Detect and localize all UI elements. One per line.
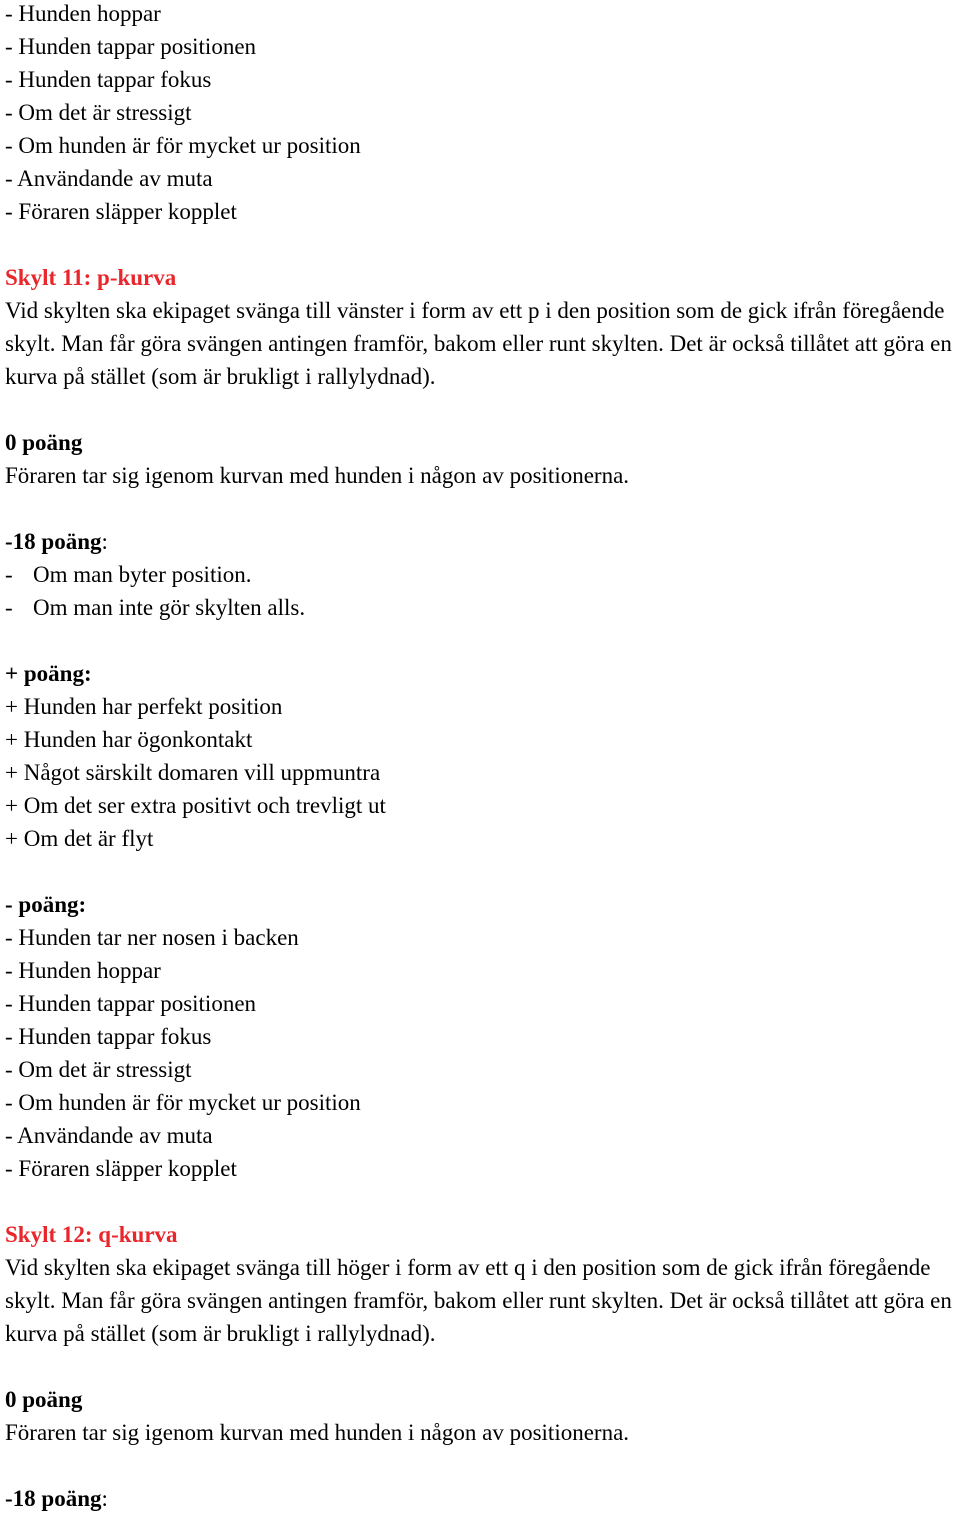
list-item: + Något särskilt domaren vill uppmuntra (5, 760, 381, 785)
sign-11-heading: Skylt 11: p-kurva (5, 265, 177, 290)
sign-11-minus18-heading (5, 525, 960, 558)
sign-11-minus18-label: -18 poäng (5, 529, 102, 554)
top-minus-list (5, 0, 960, 228)
spacer (5, 393, 960, 426)
spacer (5, 1350, 960, 1383)
list-item: - Om hunden är för mycket ur position (5, 1090, 361, 1115)
list-item: - Föraren släpper kopplet (5, 1156, 237, 1181)
sign-12-description: Vid skylten ska ekipaget svänga till höger i form av ett q i den position som de gick ifrån föregående skylt. Man får göra svängen antingen framför, bakom eller runt skylten. Det är också tillåtet att göra en kurva på stället (som är brukligt i rallylydnad). (5, 1255, 952, 1346)
list-item: - Om det är stressigt (5, 1057, 192, 1082)
list-item: + Hunden har ögonkontakt (5, 727, 253, 752)
list-item: - Om hunden är för mycket ur position (5, 133, 361, 158)
list-item-text: Om man inte gör skylten alls. (33, 595, 306, 620)
sign-11-minus18-colon: : (101, 529, 108, 554)
list-item: + Om det ser extra positivt och trevligt ut (5, 793, 386, 818)
list-item: - Hunden tappar fokus (5, 67, 212, 92)
sign-12-minus18-colon: : (101, 1486, 108, 1511)
spacer (5, 492, 960, 525)
list-item: - Hunden tappar positionen (5, 34, 257, 59)
list-item: + Hunden har perfekt position (5, 694, 283, 719)
spacer (5, 1449, 960, 1482)
sign-12-zero-label: 0 poäng (5, 1387, 83, 1412)
list-item: - Hunden tappar positionen (5, 991, 257, 1016)
spacer (5, 855, 960, 888)
sign-11-zero-label: 0 poäng (5, 430, 83, 455)
list-item: - Hunden tappar fokus (5, 1024, 212, 1049)
spacer (5, 1185, 960, 1218)
spacer (5, 624, 960, 657)
list-item: - Hunden hoppar (5, 958, 161, 983)
list-item: - Om det är stressigt (5, 100, 192, 125)
sign-12-section (5, 1218, 960, 1515)
sign-11-plus-label: + poäng: (5, 661, 92, 686)
list-item (5, 591, 960, 624)
sign-12-minus18-heading (5, 1482, 960, 1515)
sign-12-heading: Skylt 12: q-kurva (5, 1222, 178, 1247)
sign-11-description: Vid skylten ska ekipaget svänga till vänster i form av ett p i den position som de gick ifrån föregående skylt. Man får göra svängen antingen framför, bakom eller runt skylten. Det är också tillåtet att göra en kurva på stället (som är brukligt i rallylydnad). (5, 298, 952, 389)
list-item: - Användande av muta (5, 1123, 213, 1148)
list-item: + Om det är flyt (5, 826, 154, 851)
dash-marker: - (5, 595, 13, 620)
list-item: - Föraren släpper kopplet (5, 199, 237, 224)
list-item (5, 558, 960, 591)
list-item: - Hunden tar ner nosen i backen (5, 925, 299, 950)
list-item: - Hunden hoppar (5, 1, 161, 26)
sign-11-section (5, 261, 960, 1185)
list-item: - Användande av muta (5, 166, 213, 191)
sign-12-zero-text: Föraren tar sig igenom kurvan med hunden i någon av positionerna. (5, 1420, 630, 1445)
sign-12-minus18-label: -18 poäng (5, 1486, 102, 1511)
document-page (5, 0, 960, 1515)
list-item-text: Om man byter position. (33, 562, 252, 587)
dash-marker: - (5, 562, 13, 587)
sign-11-zero-text: Föraren tar sig igenom kurvan med hunden i någon av positionerna. (5, 463, 630, 488)
sign-11-minus-label: - poäng: (5, 892, 87, 917)
spacer (5, 228, 960, 261)
